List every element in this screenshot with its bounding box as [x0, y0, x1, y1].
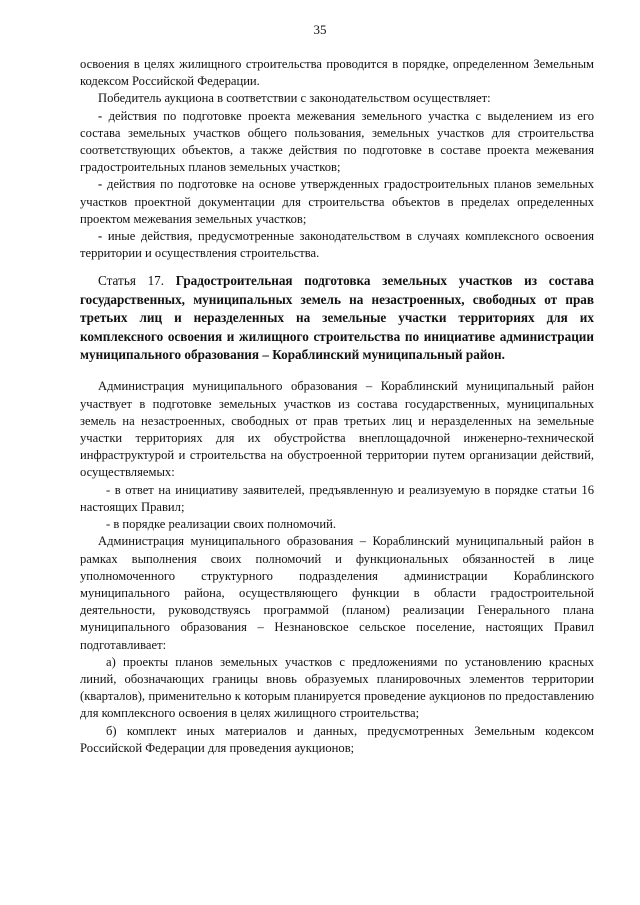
list-item [80, 228, 594, 262]
paragraph: Администрация муниципального образования – Кораблинский муниципальный район в рамках выполнения своих полномочий и функциональных обязанностей в лице уполномоченного структурного подразделения администрации Кораблинского муниципального района, осуществляющего функции в области градостроительной деятельности, руководствуясь программой (планом) реализации Генерального плана муниципального образования – Незнановское сельское поселение, настоящих Правил подготавливает: [80, 534, 594, 652]
bullet-marker: - [98, 108, 103, 123]
list-item-text: действия по подготовке проекта межевания земельного участка с выделением из его состава земельных участков общего пользования, земельных участков для строительства соответствующих объектов, а также действия по подготовке в составе проекта межевания градостроительных планов земельных участков; [80, 108, 594, 175]
article-label: Статья 17. [98, 273, 165, 289]
bullet-marker: - [98, 229, 103, 244]
paragraph: б) комплект иных материалов и данных, предусмотренных Земельным кодексом Российской Федерации для проведения аукционов; [80, 723, 594, 755]
paragraph: а) проекты планов земельных участков с предложениями по установлению красных линий, обозначающих границы вновь образуемых планировочных элементов территории (кварталов), применительно к которым планируется проведение аукционов по предоставлению для комплексного освоения в целях жилищного строительства; [80, 654, 594, 721]
list-item-text: иные действия, предусмотренные законодательством в случаях комплексного освоения территории и осуществления строительства. [80, 229, 594, 261]
list-item-text: действия по подготовке на основе утвержденных градостроительных планов земельных участков проектной документации для строительства объектов в пределах определенных проектом межевания земельных участков; [80, 177, 594, 226]
paragraph: Победитель аукциона в соответствии с законодательством осуществляет: [98, 91, 491, 106]
article-title: Градостроительная подготовка земельных участков из состава государственных, муниципальных земель на незастроенных, свободных от прав третьих лиц и неразделенных на земельные участки территориях для их комплексного освоения и жилищного строительства по инициативе администрации муниципального образования – Кораблинский муниципальный район. [80, 273, 594, 363]
article-heading [80, 272, 594, 364]
paragraph: - в ответ на инициативу заявителей, предъявленную и реализуемую в порядке статьи 16 настоящих Правил; [80, 482, 594, 514]
list-item [80, 176, 594, 228]
page-number: 35 [313, 22, 327, 37]
document-body [80, 56, 594, 757]
paragraph: освоения в целях жилищного строительства проводится в порядке, определенном Земельным кодексом Российской Федерации. [80, 57, 594, 89]
list-item [80, 108, 594, 177]
paragraph: - в порядке реализации своих полномочий. [106, 517, 336, 532]
paragraph: Администрация муниципального образования – Кораблинский муниципальный район участвует в подготовке земельных участков из состава государственных, муниципальных земель на незастроенных, свободных от прав третьих лиц и неразделенных на земельные участки территориях для их обустройства внеплощадочной инженерно-технической инфраструктурой и строительства на обустроенной территории путем организации действий, осуществляемых: [80, 379, 594, 480]
bullet-marker: - [98, 177, 103, 192]
